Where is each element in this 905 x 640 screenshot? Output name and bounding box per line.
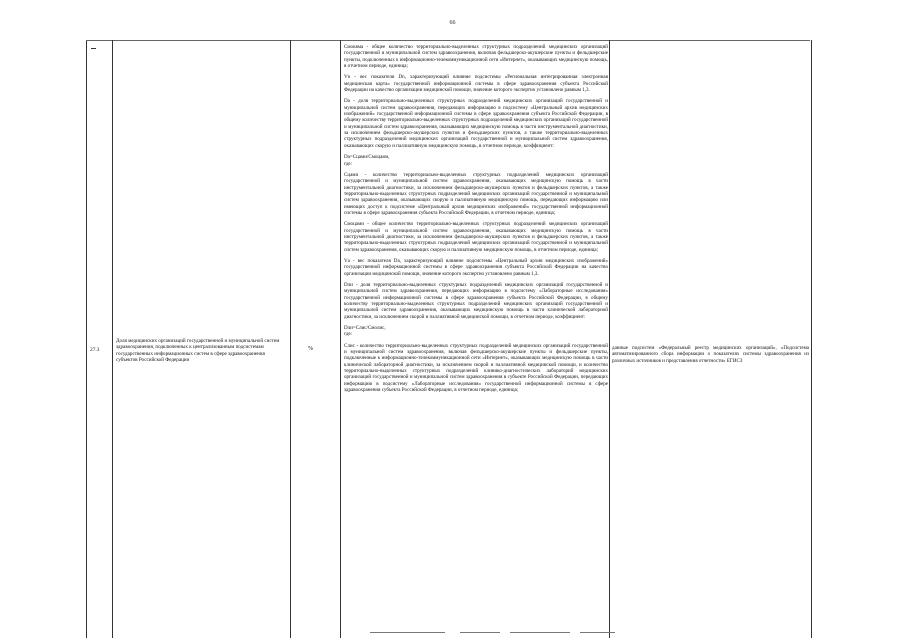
data-source-cell: данные подсистем «Федеральный реестр медицинских организаций», «Подсистема автоматизированного сбора информации о показателях системы здравоохранения из различных источников и представления отчетности» ЕГИСЗ xyxy=(612,345,809,364)
column-divider-3 xyxy=(340,40,341,638)
column-divider-1 xyxy=(112,40,113,638)
method-paragraph: Vn - вес показателя Dn, характеризующий влияние подсистемы «Региональная интегрированная электронная медицинская карта» государственной информационной системы в сфере здравоохранения субъекта Российской Федерации на качество организации медицинской помощи, значение которого экспертно установлено равным 1,3. xyxy=(344,74,608,94)
indicator-name-cell: Доля медицинских организаций государственной и муниципальной систем здравоохранения, подключенных к централизованным подсистемам государственных информационных систем в сфере здравоохранения субъектов Российской Федерации xyxy=(116,338,280,364)
method-paragraph: Dли - доля территориально-выделенных структурных подразделений медицинских организаций государственной и муниципальной систем здравоохранения, передающих информацию в подсистему «Лабораторные исследования» государственной информационной системы в сфере здравоохранения субъекта Российской Федерации, в общему количеству территориально-выделенных структурных подразделений медицинских организаций государственной и муниципальной систем здравоохранения, оказывающих медицинскую помощь в части клинической лабораторной диагностики, за исключением скорой и паллиативной медицинской помощи, в отчетном периоде, коэффициент: xyxy=(344,282,608,320)
method-where: где: xyxy=(344,160,353,167)
method-paragraph: Слис - количество территориально-выделенных структурных подразделений медицинских организаций государственной и муниципальной систем здравоохранения, включая фельдшерско-акушерские пункты и фельдшерские пункты, подключенные к информационно-телекоммуникационной сети «Интернет», оказывающих медицинскую помощь в части клинической лабораторной диагностики, за исключением скорой и паллиативной медицинской помощи, и количество территориально-выделенных структурных подразделений клинико-диагностических лабораторий медицинских организаций государственной и муниципальной систем здравоохранения в субъекте Российской Федерации, передающих информацию в подсистему «Лабораторные исследования» государственной информационной системы в сфере здравоохранения субъекта Российской Федерации, в отчетном периоде, единица; xyxy=(344,342,608,394)
calculation-method-cell xyxy=(344,44,608,636)
method-paragraph: Dа - доля территориально-выделенных структурных подразделений медицинских организаций государственной и муниципальной систем здравоохранения, передающих информацию в подсистему «Центральный архив медицинских изображений» государственной информационной системы в сфере здравоохранения субъекта Российской Федерации, в общему количеству территориально-выделенных структурных подразделений медицинских организаций государственной и муниципальной систем здравоохранения, оказывающих медицинскую помощь в части инструментальной диагностики, за исключением фельдшерско-акушерских пунктов и фельдшерских пунктов, а также территориально-выделенных структурных подразделений медицинских организаций государственной и муниципальной систем здравоохранения, оказывающих скорую и паллиативную медицинскую помощь, в отчетном периоде, коэффициент: xyxy=(344,98,608,149)
method-where: где: xyxy=(344,331,353,338)
column-divider-4 xyxy=(609,40,610,638)
method-formula: Dли=Слис/Смолис, xyxy=(344,325,386,332)
row-number-cell: 27.3 xyxy=(90,347,100,353)
method-paragraph: Смоцами - общее количество территориально-выделенных структурных подразделений медицинских организаций государственной и муниципальной систем здравоохранения, оказывающих медицинскую помощь в части инструментальной диагностики, за исключением фельдшерско-акушерских пунктов и фельдшерских пунктов, а также территориально-выделенных структурных подразделений медицинских организаций государственной и муниципальной систем здравоохранения, оказывающих скорую и паллиативную медицинскую помощь, в отчетном периоде, единица; xyxy=(344,221,608,253)
column-divider-2 xyxy=(290,40,291,638)
page-number: 66 xyxy=(449,20,456,26)
method-paragraph: Смоквма - общее количество территориально-выделенных структурных подразделений медицинских организаций государственной и муниципальной систем здравоохранения, включая фельдшерско-акушерские пункты и фельдшерские пункты, подключенных к информационно-телекоммуникационной сети «Интернет», оказывающих медицинскую помощь, в отчетном периоде, единица; xyxy=(344,44,608,70)
footer-rule xyxy=(460,632,500,633)
table-top-rule xyxy=(86,40,810,41)
unit-cell: % xyxy=(308,346,313,352)
method-formula: Dа=Сцами/Смоцами, xyxy=(344,154,390,161)
footer-rule xyxy=(580,632,615,633)
footer-rule xyxy=(510,632,570,633)
method-paragraph: Vа - вес показателя Dа, характеризующий влияние подсистемы «Центральный архив медицинских изображений» государственной информационной системы в сфере здравоохранения субъекта Российской Федерации на качество организации медицинской помощи, значение которого экспертно установлено равным 1,3. xyxy=(344,257,608,277)
method-paragraph: Сцами - количество территориально-выделенных структурных подразделений медицинских организаций государственной и муниципальной систем здравоохранения, оказывающих медицинскую помощь в части инструментальной диагностики, за исключением фельдшерско-акушерских пунктов и фельдшерских пунктов, а также территориально-выделенных структурных подразделений медицинских организаций государственной и муниципальной систем здравоохранения, оказывающих скорую и паллиативную медицинскую помощь, передающих информацию или имеющих доступ к подсистеме «Центральный архив медицинских изображений» государственной информационной системы в сфере здравоохранения субъекта Российской Федерации, в отчетном периоде, единица; xyxy=(344,171,608,216)
continuation-dash xyxy=(91,48,96,49)
footer-rule xyxy=(370,632,445,633)
